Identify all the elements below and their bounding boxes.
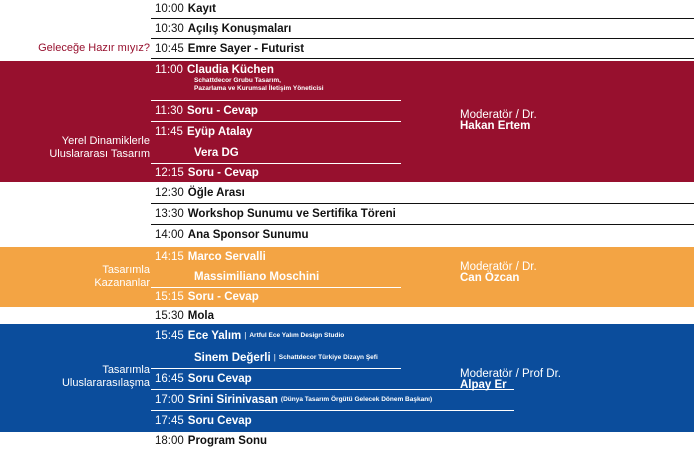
divider xyxy=(151,368,401,369)
schedule-row: 17:45 Soru Cevap xyxy=(155,415,252,427)
schedule-row: 11:45 Eyüp Atalay xyxy=(155,126,253,138)
schedule-row: 14:15 Marco Servalli xyxy=(155,251,266,263)
schedule-row: 10:00 Kayıt xyxy=(155,3,216,15)
divider xyxy=(151,203,694,204)
schedule-row: 18:00 Program Sonu xyxy=(155,435,268,447)
schedule-row: 15:30 Mola xyxy=(155,310,214,322)
schedule-row: Sinem Değerli | Schattdecor Türkiye Dizayn Şefi xyxy=(194,352,378,364)
divider xyxy=(151,100,401,101)
schedule-row: 10:45 Emre Sayer - Futurist xyxy=(155,43,305,55)
schedule-row: Vera DG xyxy=(194,147,239,159)
schedule-row: 13:30 Workshop Sunumu ve Sertifika Töreni xyxy=(155,208,396,220)
divider xyxy=(151,18,694,19)
divider xyxy=(151,224,694,225)
divider xyxy=(151,38,694,39)
section-label-gelecege: Geleceğe Hazır mıyız? xyxy=(38,42,150,54)
section-label-uluslararasilasma: Tasarımla Uluslararasılaşma xyxy=(61,364,150,389)
schedule-row: 11:30 Soru - Cevap xyxy=(155,105,258,117)
divider xyxy=(151,58,694,59)
moderator-can: Moderatör / Dr. Can Özcan xyxy=(460,261,537,284)
moderator-alpay: Moderatör / Prof Dr. Alpay Er xyxy=(460,368,561,391)
divider xyxy=(151,121,401,122)
schedule-row: 16:45 Soru Cevap xyxy=(155,373,252,385)
section-label-kazananlar: Tasarımla Kazananlar xyxy=(94,264,150,289)
schedule-row: 15:15 Soru - Cevap xyxy=(155,291,259,303)
schedule-row: 10:30 Açılış Konuşmaları xyxy=(155,23,292,35)
schedule-row: 12:30 Öğle Arası xyxy=(155,187,245,199)
schedule-row: Massimiliano Moschini xyxy=(194,271,320,283)
schedule-row: 12:15 Soru - Cevap xyxy=(155,167,259,179)
section-label-yerel: Yerel Dinamiklerle Uluslararası Tasarım xyxy=(49,135,150,160)
schedule-row: 14:00 Ana Sponsor Sunumu xyxy=(155,229,309,241)
divider xyxy=(151,410,514,411)
schedule-row: 15:45 Ece Yalım | Artful Ece Yalım Design Studio xyxy=(155,330,345,342)
moderator-hakan: Moderatör / Dr. Hakan Ertem xyxy=(460,109,537,132)
schedule-row-claudia: 11:00 Claudia Küchen Schattdecor Grubu Tasarım, Pazarlama ve Kurumsal İletişim Yöneticisi xyxy=(155,64,324,92)
schedule-row: 17:00 Srini Sirinivasan (Dünya Tasarım Örgütü Gelecek Dönem Başkanı) xyxy=(155,394,433,406)
